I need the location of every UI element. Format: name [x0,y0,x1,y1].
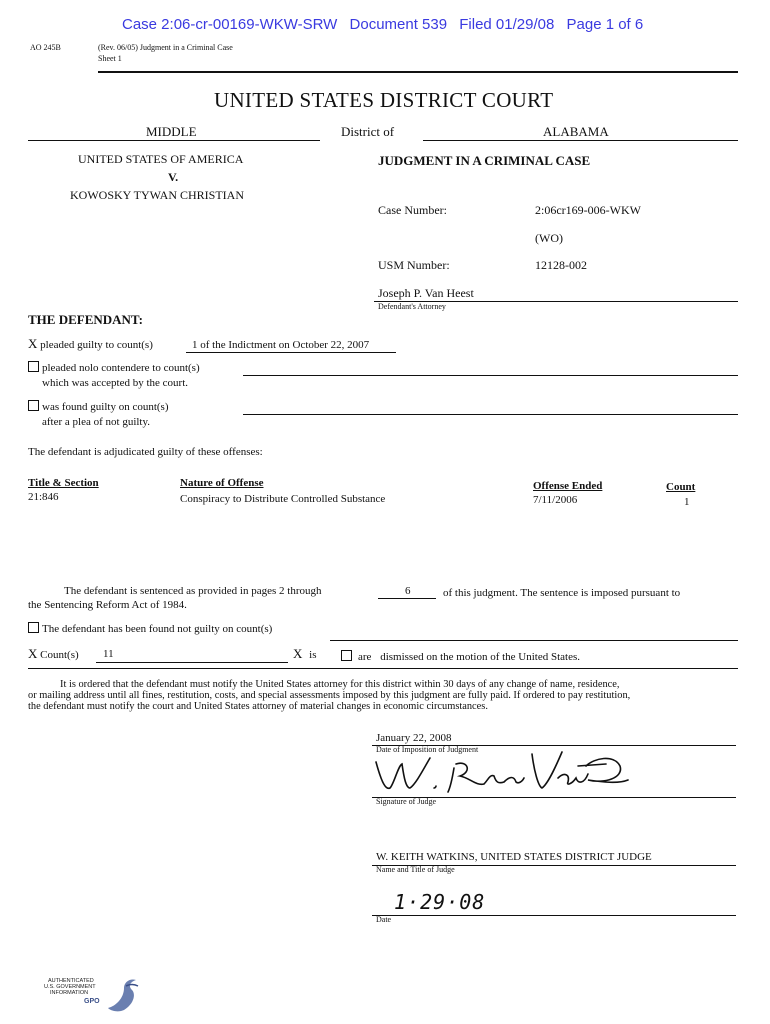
district-word: District of [341,124,395,139]
col-ended: Offense Ended [533,480,603,492]
is-row [293,646,316,662]
date-label: Date [376,915,392,924]
defendant-name: KOWOSKY TYWAN CHRISTIAN [70,188,244,202]
nolo-line [243,375,738,376]
col-title-section: Title & Section [28,477,99,489]
form-sheet: Sheet 1 [98,54,122,63]
is-mark: X [293,646,303,661]
judge-name-label: Name and Title of Judge [376,865,455,874]
handwritten-date: 1·29·08 [394,890,486,914]
signature-text: W. Keith Watkins [372,744,380,745]
found-guilty-row [28,400,168,413]
found-guilty-line [243,414,738,415]
gpo-line1: AUTHENTICATED [48,978,94,984]
table-row-ended: 7/11/2006 [533,494,578,506]
gpo-line2: U.S. GOVERNMENT [44,984,96,990]
pleaded-guilty-label: pleaded guilty to count(s) [40,339,153,351]
pleaded-guilty-value: 1 of the Indictment on October 22, 2007 [192,339,370,351]
gpo-eagle-icon [102,976,142,1016]
nolo-row [28,361,200,374]
dismissed-text: dismissed on the motion of the United States. [380,651,581,663]
not-guilty-line [330,640,738,641]
imposition-date: January 22, 2008 [376,732,452,744]
are-label: are [358,651,372,663]
pleaded-guilty-row [28,336,153,352]
sentence-line2: the Sentencing Reform Act of 1984. [28,599,187,611]
counts-value: 11 [103,648,114,660]
table-row-title-section: 21:846 [28,491,59,503]
gpo-line4: GPO [84,998,100,1005]
col-nature: Nature of Offense [180,477,264,489]
are-row [341,650,580,663]
case-suffix: (WO) [535,231,563,245]
judge-name: W. KEITH WATKINS, UNITED STATES DISTRICT JUDGE [376,851,652,863]
case-number: 2:06cr169-006-WKW [535,203,641,217]
sentence-line1a: The defendant is sentenced as provided in pages 2 through [64,585,322,597]
counts-line [96,662,288,663]
district-state: ALABAMA [543,124,609,139]
is-label: is [309,649,317,661]
stamp-document: Document 539 [349,16,448,33]
not-guilty-checkbox [28,622,39,633]
district-prefix: MIDDLE [146,124,197,139]
sentence-line1b: of this judgment. The sentence is imposed pursuant to [443,587,681,599]
usm-number: 12128-002 [535,258,587,272]
counts-mark: X [28,646,38,661]
form-rev: (Rev. 06/05) Judgment in a Criminal Case [98,43,233,52]
col-count: Count [666,481,696,493]
case-number-label: Case Number: [378,203,447,217]
stamp-case: Case 2:06-cr-00169-WKW-SRW [122,16,338,33]
found-guilty-checkbox [28,400,39,411]
imposition-label: Date of Imposition of Judgment [376,745,479,754]
order-line3: the defendant must notify the court and United States attorney of material changes in economic circumstances. [28,701,488,712]
versus: V. [168,170,179,184]
table-row-count: 1 [684,496,690,508]
sentence-pages: 6 [405,585,411,597]
sentence-pages-line [378,598,436,599]
form-id-text: AO 245B [30,43,61,52]
defendant-heading: THE DEFENDANT: [28,312,143,327]
filing-stamp [122,16,643,33]
counts-row [28,646,79,662]
usm-label: USM Number: [378,258,450,272]
nolo-checkbox [28,361,39,372]
table-row-nature: Conspiracy to Distribute Controlled Substance [180,493,386,505]
found-guilty-line2: after a plea of not guilty. [42,416,151,428]
signature-label: Signature of Judge [376,797,436,806]
district-state-line [423,140,738,141]
gpo-line3: INFORMATION [50,990,89,996]
plaintiff: UNITED STATES OF AMERICA [78,152,244,166]
date-line [372,915,736,916]
stamp-filed: Filed 01/29/08 [459,16,555,33]
found-guilty-label: was found guilty on count(s) [42,401,169,413]
nolo-line2: which was accepted by the court. [42,377,188,389]
order-paragraph [28,679,630,712]
not-guilty-row [28,622,272,635]
stamp-page: Page 1 of 6 [566,16,644,33]
district-prefix-line [28,140,320,141]
judgment-title: JUDGMENT IN A CRIMINAL CASE [378,153,591,168]
order-line2: or mailing address until all fines, restitution, costs, and special assessments imposed by this judgment are fully paid. If ordered to pay restitution, [28,690,631,701]
adjudicated-text: The defendant is adjudicated guilty of these offenses: [28,446,263,458]
pleaded-guilty-line [186,352,396,353]
not-guilty-label: The defendant has been found not guilty on count(s) [42,623,273,635]
counts-label: Count(s) [40,649,79,661]
court-title: UNITED STATES DISTRICT COURT [214,88,554,112]
pleaded-guilty-mark: X [28,336,38,351]
are-checkbox [341,650,352,661]
attorney-label: Defendant's Attorney [378,302,446,311]
gpo-seal [44,976,134,1020]
nolo-label: pleaded nolo contendere to count(s) [42,362,200,374]
attorney-name: Joseph P. Van Heest [378,286,474,300]
judge-signature [372,744,632,800]
form-id [30,43,61,52]
dismissed-rule [28,668,738,669]
order-line1: It is ordered that the defendant must notify the United States attorney for this district within 30 days of any change of name, residence, [60,679,620,690]
header-rule [98,71,738,73]
